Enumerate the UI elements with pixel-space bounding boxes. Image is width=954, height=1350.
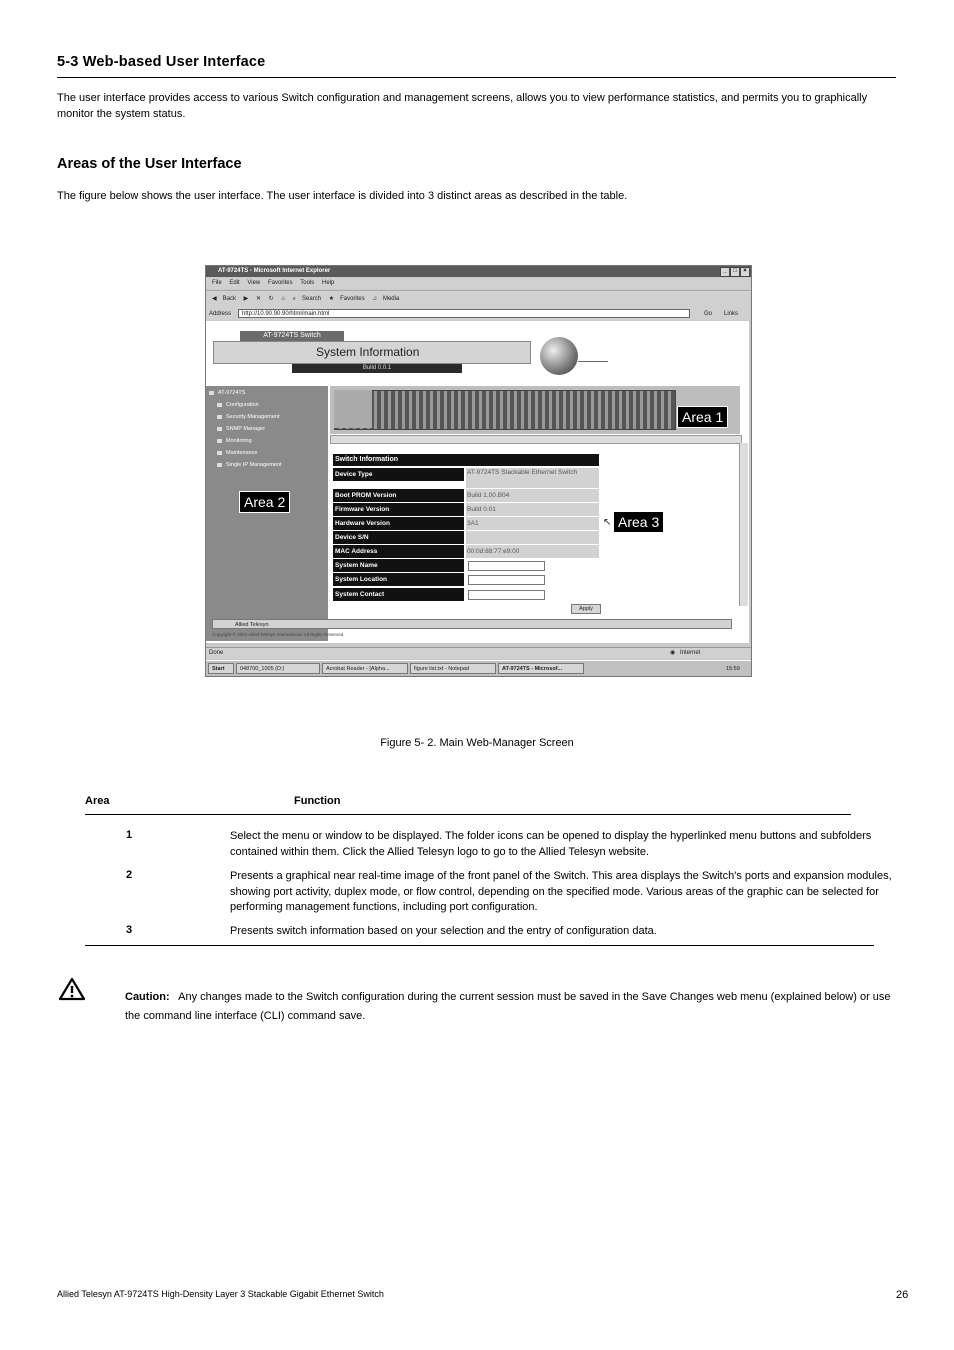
system-contact-input[interactable]	[468, 590, 545, 600]
info-value: Build 1.00.B04	[466, 489, 599, 502]
area2-label: Area 2	[239, 491, 290, 513]
info-key: Device S/N	[333, 531, 464, 544]
favorites-label: Favorites	[340, 296, 365, 302]
media-icon: ♫	[372, 296, 377, 302]
figure-caption: Figure 5- 2. Main Web-Manager Screen	[380, 737, 574, 749]
caution-text: Any changes made to the Switch configuration during the current session must be saved in the Save Changes web menu (explained below) or use the command line interface (CLI) command save.	[125, 991, 891, 1022]
table-row-area: 2	[126, 869, 133, 881]
vertical-scrollbar	[739, 443, 748, 606]
banner-line	[578, 361, 608, 362]
caution-note	[125, 988, 895, 1026]
section-title: 5-3 Web-based User Interface	[57, 54, 266, 70]
intro-paragraph: The user interface provides access to various Switch configuration and management screens, allows you to view performance statistics, and permits you to graphically monitor the system status.	[57, 92, 868, 120]
globe-status-icon: ◉	[670, 650, 676, 656]
table-row-area: 1	[126, 829, 133, 841]
close-icon: ×	[740, 267, 750, 277]
status-bar	[206, 647, 751, 659]
forward-icon: ▶	[243, 296, 249, 302]
switch-info-header: Switch Information	[333, 454, 599, 466]
address-field: http://10.90.90.90/html/main.html	[238, 309, 690, 318]
menu-help: Help	[321, 280, 335, 286]
warning-icon	[58, 977, 86, 1006]
favorites-icon: ★	[328, 296, 335, 302]
info-key: Firmware Version	[333, 503, 464, 516]
footer-logo-bar: Allied Telesyn	[212, 619, 732, 629]
refresh-icon: ↻	[268, 296, 274, 302]
build-label: Build 0.0.1	[292, 364, 462, 373]
info-value: 3A1	[466, 517, 599, 530]
caution-label: Caution:	[125, 991, 170, 1003]
info-key: System Name	[333, 559, 464, 572]
allied-telesyn-logo	[334, 390, 372, 428]
horizontal-scrollbar	[330, 435, 742, 444]
left-nav-area	[206, 386, 328, 641]
menu-favorites: Favorites	[267, 280, 293, 286]
browser-content	[206, 321, 749, 643]
address-bar	[206, 308, 751, 320]
table-col-area: Area	[85, 795, 110, 807]
taskbar	[206, 660, 751, 677]
table-row-area: 3	[126, 924, 133, 936]
menu-file: File	[212, 280, 222, 286]
page-number: 26	[896, 1289, 909, 1301]
media-label: Media	[382, 296, 400, 302]
table-bottom-rule	[85, 945, 874, 946]
task-3: figure list.txt - Notepad	[410, 663, 496, 674]
window-title: AT-9724TS - Microsoft Internet Explorer	[218, 268, 331, 274]
front-panel-area	[330, 386, 740, 434]
back-icon: ◀	[212, 296, 217, 302]
menu-edit: Edit	[229, 280, 240, 286]
subsection-title: Areas of the User Interface	[57, 156, 242, 172]
back-label: Back	[222, 296, 236, 302]
copyright-text: Copyright © 2004 Allied Telesyn International. All Rights Reserved.	[212, 632, 345, 637]
nav-item-monitoring: Monitoring	[217, 438, 252, 444]
area1-label: Area 1	[677, 406, 728, 428]
table-row-function: Presents a graphical near real-time image of the front panel of the Switch. This area displays the Switch's ports and expansion modules, showing port activity, duplex mode, or flow control, depending on the specified mode. Various areas of the graphic can be selected for performing management functions, including port configuration.	[230, 870, 892, 913]
web-manager-screenshot	[205, 265, 752, 677]
title-rule	[57, 77, 896, 78]
info-key: System Location	[333, 573, 464, 586]
search-label: Search	[302, 296, 322, 302]
search-icon: ⌕	[292, 296, 297, 302]
globe-icon	[540, 337, 578, 375]
nav-item-single-ip: Single IP Management	[217, 462, 282, 468]
info-value: 00:0d:88:77:e9:00	[466, 545, 599, 558]
minimize-icon: _	[720, 267, 730, 277]
info-value: Build 0.01	[466, 503, 599, 516]
maximize-icon: □	[730, 267, 740, 277]
menu-tools: Tools	[300, 280, 315, 286]
info-value	[466, 531, 599, 544]
nav-root: AT-9724TS	[209, 390, 245, 396]
browser-toolbar	[206, 290, 751, 309]
system-location-input[interactable]	[468, 575, 545, 585]
nav-item-maintenance: Maintenance	[217, 450, 258, 456]
task-4: AT-9724TS - Microsof...	[498, 663, 584, 674]
status-right: Internet	[680, 650, 701, 656]
links-label: Links	[724, 311, 739, 317]
info-key: Boot PROM Version	[333, 489, 464, 502]
home-icon: ⌂	[281, 296, 285, 302]
table-row-function: Select the menu or window to be displayed. The folder icons can be opened to display the hyperlinked menu buttons and subfolders contained within them. Click the Allied Telesyn logo to go to the Allied Telesyn website.	[230, 830, 872, 858]
menu-bar	[206, 278, 751, 289]
info-key: Device Type	[333, 468, 464, 481]
info-key: MAC Address	[333, 545, 464, 558]
system-name-input[interactable]	[468, 561, 545, 571]
clock: 15:59	[726, 666, 740, 672]
task-2: Acrobat Reader - [Alpha...	[322, 663, 408, 674]
front-panel-graphic	[334, 390, 676, 430]
subsection-paragraph: The figure below shows the user interface. The user interface is divided into 3 distinct areas as described in the table.	[57, 190, 628, 202]
info-key: Hardware Version	[333, 517, 464, 530]
start-button: Start	[208, 663, 234, 674]
page-footer: Allied Telesyn AT-9724TS High-Density Layer 3 Stackable Gigabit Ethernet Switch	[57, 1289, 384, 1299]
address-label: Address	[209, 311, 232, 317]
cursor-icon: ↖	[603, 517, 612, 528]
task-1: 048700_1005 (D:)	[236, 663, 320, 674]
page-title-banner: System Information	[213, 341, 531, 364]
table-col-function: Function	[294, 795, 341, 807]
area3-label: Area 3	[613, 511, 664, 533]
menu-view: View	[247, 280, 261, 286]
table-row-function: Presents switch information based on your selection and the entry of configuration data.	[230, 925, 657, 937]
go-label: Go	[704, 311, 713, 317]
table-header-rule	[85, 814, 851, 815]
window-titlebar	[206, 266, 751, 277]
device-tab: AT-9724TS Switch	[240, 331, 344, 341]
info-key: System Contact	[333, 588, 464, 601]
nav-item-configuration: Configuration	[217, 402, 259, 408]
status-left: Done	[209, 650, 224, 656]
nav-item-snmp: SNMP Manager	[217, 426, 265, 432]
nav-item-security: Security Management	[217, 414, 280, 420]
stop-icon: ✕	[255, 296, 261, 302]
info-value: AT-9724TS Stackable Ethernet Switch	[466, 468, 599, 488]
apply-button[interactable]: Apply	[571, 604, 601, 614]
